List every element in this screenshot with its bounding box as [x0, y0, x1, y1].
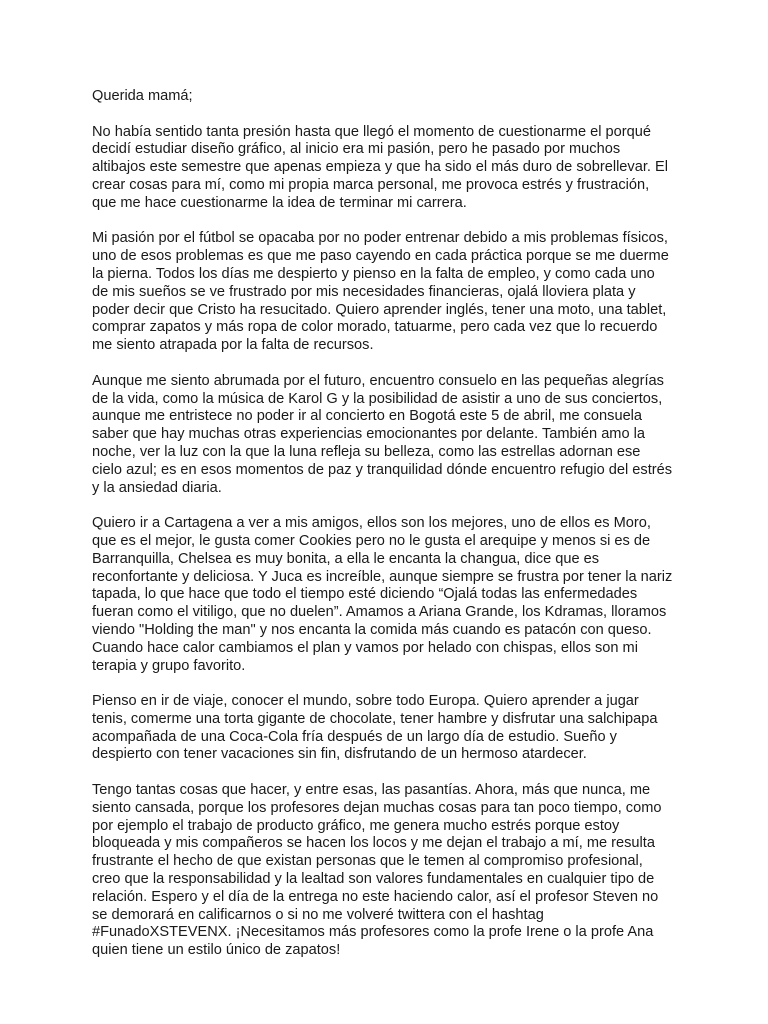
paragraph-6: Tengo tantas cosas que hacer, y entre esas, las pasantías. Ahora, más que nunca, me siento cansada, porque los profesores dejan muchas cosas para tan poco tiempo, como por ejemplo el trabajo de producto gráfico, me genera mucho estrés porque estoy bloqueada y mis compañeros se hacen los locos y me dejan el trabajo a mí, me resulta frustrante el hecho de que existan personas que le temen al compromiso profesional, creo que la responsabilidad y la lealtad son valores fundamentales en cualquier tipo de relación. Espero y el día de la entrega no este haciendo calor, así el profesor Steven no se demorará en calificarnos o si no me volveré twittera con el hashtag #FunadoXSTEVENX. ¡Necesitamos más profesores como la profe Irene o la profe Ana quien tiene un estilo único de zapatos!	[92, 782, 662, 959]
letter-body	[92, 88, 674, 960]
paragraph-1: No había sentido tanta presión hasta que llegó el momento de cuestionarme el porqué decidí estudiar diseño gráfico, al inicio era mi pasión, pero he pasado por muchos altibajos este semestre que apenas empieza y que ha sido el más duro de sobrellevar. El crear cosas para mí, como mi propia marca personal, me provoca estrés y frustración, que me hace cuestionarme la idea de terminar mi carrera.	[92, 123, 668, 211]
letter-greeting: Querida mamá;	[92, 88, 193, 104]
paragraph-5: Pienso en ir de viaje, conocer el mundo, sobre todo Europa. Quiero aprender a jugar tenis, comerme una torta gigante de chocolate, tener hambre y disfrutar una salchipapa acompañada de una Coca-Cola fría después de un largo día de estudio. Sueño y despierto con tener vacaciones sin fin, disfrutando de un hermoso atardecer.	[92, 693, 658, 763]
paragraph-3: Aunque me siento abrumada por el futuro, encuentro consuelo en las pequeñas alegrías de la vida, como la música de Karol G y la posibilidad de asistir a uno de sus conciertos, aunque me entristece no poder ir al concierto en Bogotá este 5 de abril, me consuela saber que hay muchas otras experiencias emocionantes por delante. También amo la noche, ver la luz con la que la luna refleja su belleza, como las estrellas adornan ese cielo azul; es en esos momentos de paz y tranquilidad dónde encuentro refugio del estrés y la ansiedad diaria.	[92, 372, 673, 496]
paragraph-2: Mi pasión por el fútbol se opacaba por no poder entrenar debido a mis problemas físicos, uno de esos problemas es que me paso cayendo en cada práctica porque se me duerme la pierna. Todos los días me despierto y pienso en la falta de empleo, y como cada uno de mis sueños se ve frustrado por mis necesidades financieras, ojalá lloviera plata y poder decir que Cristo ha resucitado. Quiero aprender inglés, tener una moto, una tablet, comprar zapatos y más ropa de color morado, tatuarme, pero cada vez que lo recuerdo me siento atrapada por la falta de recursos.	[92, 230, 669, 354]
paragraph-4: Quiero ir a Cartagena a ver a mis amigos, ellos son los mejores, uno de ellos es Moro, que es el mejor, le gusta comer Cookies pero no le gusta el arequipe y menos si es de Barranquilla, Chelsea es muy bonita, a ella le encanta la changua, dice que es reconfortante y deliciosa. Y Juca es increíble, aunque siempre se frustra por tener la nariz tapada, lo que hace que todo el tiempo esté diciendo “Ojalá todas las enfermedades fueran como el vitiligo, que no duelen”. Amamos a Ariana Grande, los Kdramas, lloramos viendo "Holding the man" y nos encanta la comida más cuando es patacón con queso. Cuando hace calor cambiamos el plan y vamos por helado con chispas, ellos son mi terapia y grupo favorito.	[92, 515, 673, 674]
